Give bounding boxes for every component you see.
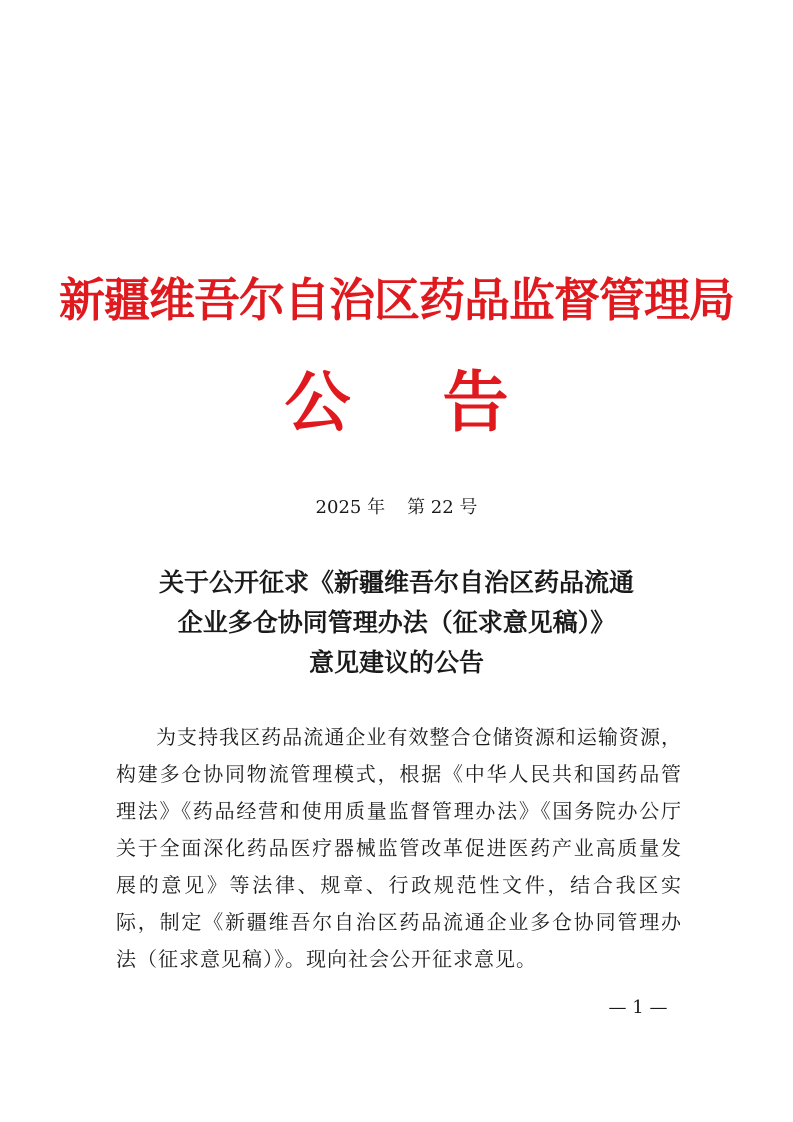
document-year: 2025 年: [315, 497, 386, 518]
body-paragraph: 为支持我区药品流通企业有效整合仓储资源和运输资源，构建多仓协同物流管理模式，根据《中华人民共和国药品管理法》《药品经营和使用质量监督管理办法》《国务院办公厅关于全面深化药品医疗器械监管改革促进医药产业高质量发展的意见》等法律、规章、行政规范性文件，结合我区实际，制定《新疆维吾尔自治区药品流通企业多仓协同管理办法（征求意见稿）》。现向社会公开征求意见。: [116, 725, 682, 971]
heading-line-1: 关于公开征求《新疆维吾尔自治区药品流通: [158, 568, 634, 597]
document-number: [0, 494, 793, 522]
announcement-heading: [80, 563, 713, 683]
document-type-char-second: 告: [442, 363, 509, 441]
page-number: — 1 —: [608, 997, 668, 1018]
document-type-title: [0, 360, 793, 444]
document-type-char-first: 公: [284, 363, 351, 441]
heading-line-2: 企业多仓协同管理办法（征求意见稿）》: [177, 608, 616, 637]
heading-line-3: 意见建议的公告: [308, 648, 484, 677]
document-serial: 第 22 号: [407, 497, 478, 518]
agency-title: 新疆维吾尔自治区药品监督管理局: [59, 273, 734, 327]
